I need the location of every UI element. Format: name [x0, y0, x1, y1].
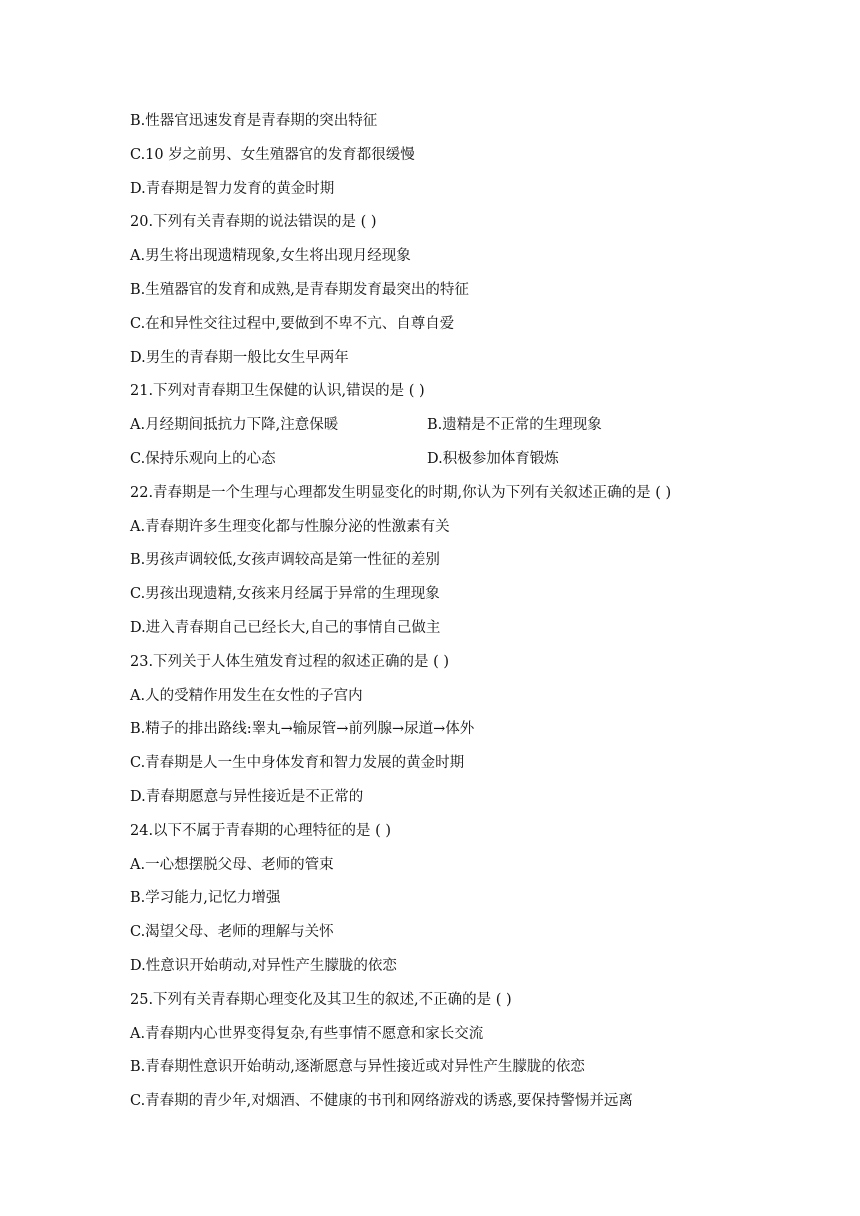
option-text: C.青春期的青少年,对烟酒、不健康的书刊和网络游戏的诱惑,要保持警惕并远离 [130, 1093, 633, 1110]
question-stem: 24.以下不属于青春期的心理特征的是 ( ) [130, 822, 392, 839]
option-text: A.人的受精作用发生在女性的子宫内 [130, 687, 363, 704]
option-text: A.青春期内心世界变得复杂,有些事情不愿意和家长交流 [130, 1025, 484, 1042]
option-text: D.男生的青春期一般比女生早两年 [130, 349, 349, 366]
option-text: B.性器官迅速发育是青春期的突出特征 [130, 113, 378, 129]
option-text: D.青春期愿意与异性接近是不正常的 [130, 788, 364, 805]
option-text: A.月经期间抵抗力下降,注意保暖 [130, 417, 339, 434]
question-stem: 25.下列有关青春期心理变化及其卫生的叙述,不正确的是 ( ) [130, 991, 512, 1008]
option-text: C.10 岁之前男、女生殖器官的发育都很缓慢 [130, 146, 415, 163]
option-text: D.积极参加体育锻炼 [427, 450, 559, 467]
option-text: A.男生将出现遗精现象,女生将出现月经现象 [130, 248, 411, 265]
question-stem: 20.下列有关青春期的说法错误的是 ( ) [130, 214, 377, 231]
question-stem: 22.青春期是一个生理与心理都发生明显变化的时期,你认为下列有关叙述正确的是 ( ) [130, 484, 672, 501]
question-list [130, 108, 730, 1122]
option-text: B.学习能力,记忆力增强 [130, 890, 281, 907]
option-text: A.青春期许多生理变化都与性腺分泌的性激素有关 [130, 518, 450, 535]
option-text: C.保持乐观向上的心态 [130, 450, 276, 467]
option-text: B.精子的排出路线:睾丸→输尿管→前列腺→尿道→体外 [130, 721, 475, 738]
option-text: D.性意识开始萌动,对异性产生朦胧的依恋 [130, 957, 397, 974]
option-text: C.青春期是人一生中身体发育和智力发展的黄金时期 [130, 755, 465, 772]
option-text: D.进入青春期自己已经长大,自己的事情自己做主 [130, 619, 441, 636]
question-stem: 23.下列关于人体生殖发育过程的叙述正确的是 ( ) [130, 653, 450, 670]
option-text: A.一心想摆脱父母、老师的管束 [130, 856, 334, 873]
option-text: D.青春期是智力发育的黄金时期 [130, 180, 335, 197]
option-text: C.在和异性交往过程中,要做到不卑不亢、自尊自爱 [130, 315, 455, 332]
option-text: C.渴望父母、老师的理解与关怀 [130, 924, 334, 941]
option-row [130, 412, 730, 446]
option-text: B.遗精是不正常的生理现象 [427, 417, 602, 434]
option-text: C.男孩出现遗精,女孩来月经属于异常的生理现象 [130, 586, 440, 603]
option-text: B.生殖器官的发育和成熟,是青春期发育最突出的特征 [130, 281, 469, 298]
option-text: B.男孩声调较低,女孩声调较高是第一性征的差别 [130, 552, 440, 569]
option-row [130, 446, 730, 480]
option-text: B.青春期性意识开始萌动,逐渐愿意与异性接近或对异性产生朦胧的依恋 [130, 1059, 585, 1076]
question-stem: 21.下列对青春期卫生保健的认识,错误的是 ( ) [130, 383, 425, 400]
